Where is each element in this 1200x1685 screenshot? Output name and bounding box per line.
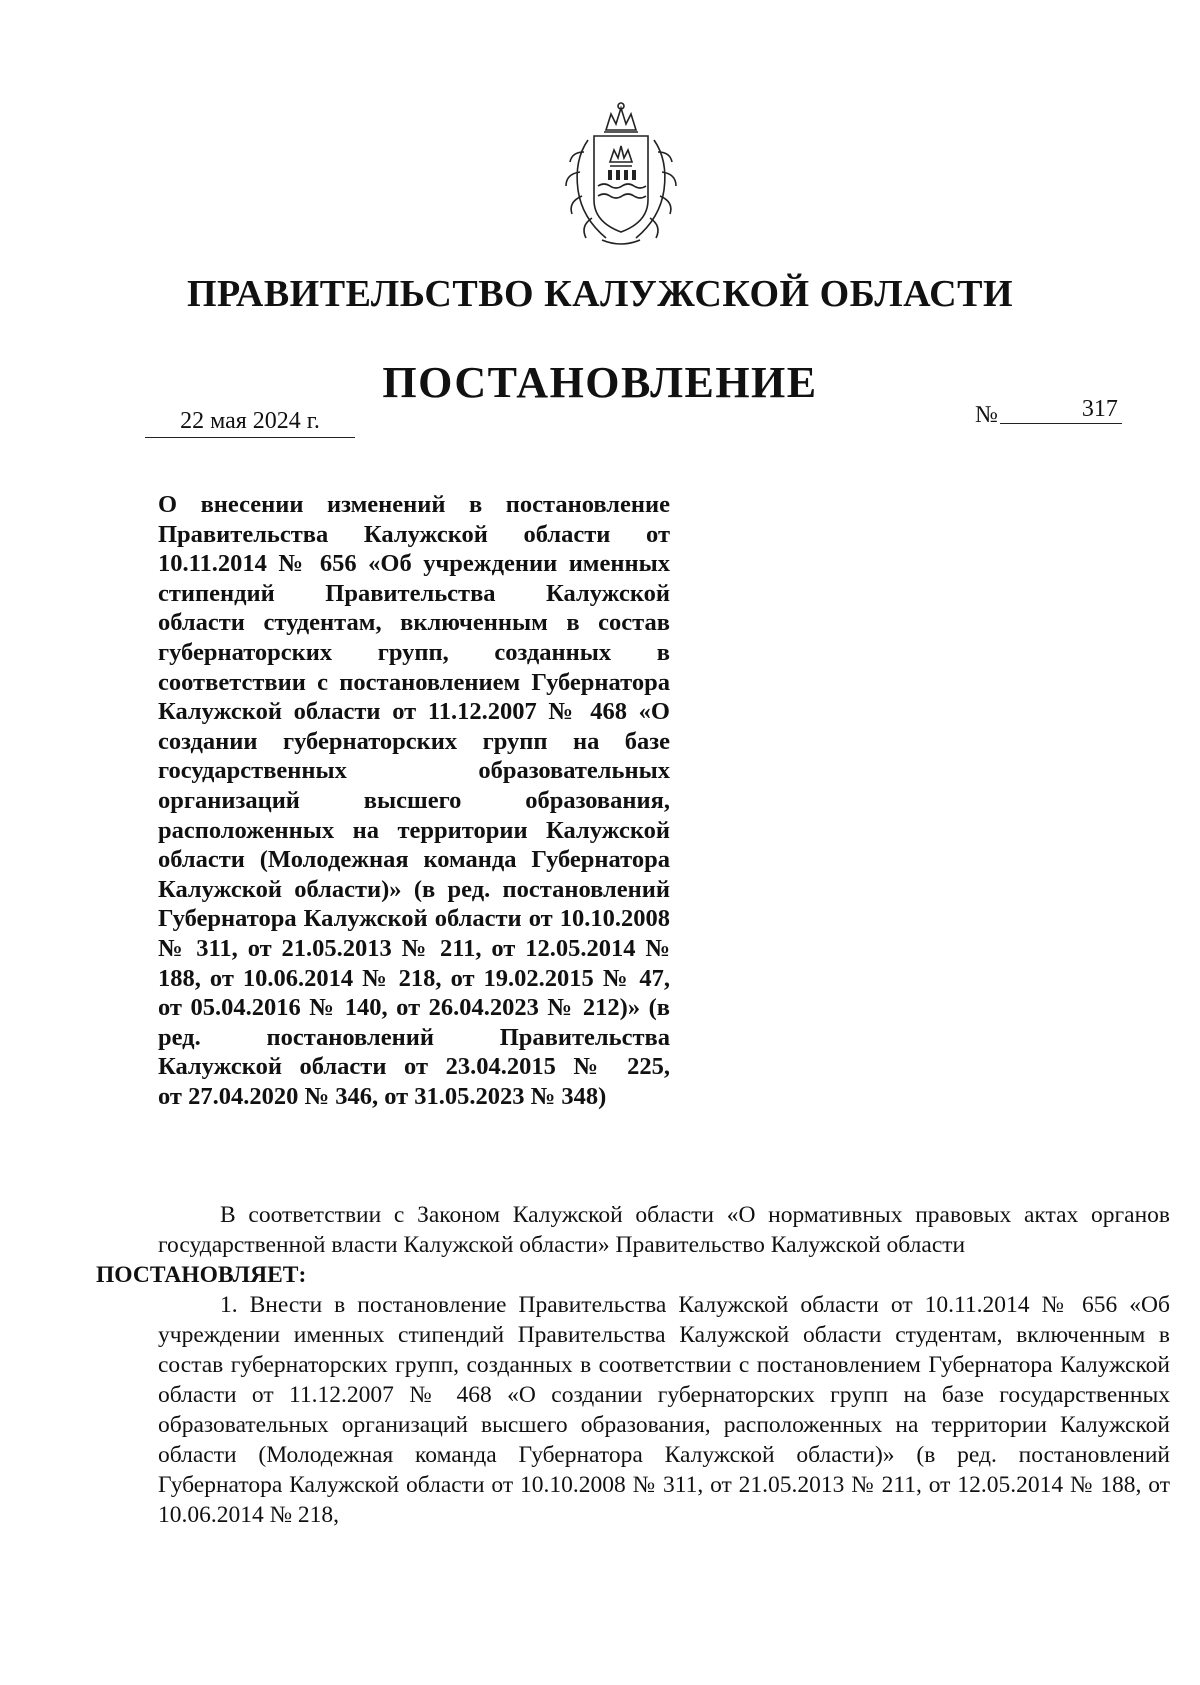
organization-title: ПРАВИТЕЛЬСТВО КАЛУЖСКОЙ ОБЛАСТИ bbox=[186, 273, 1014, 315]
document-date: 22 мая 2024 г. bbox=[145, 408, 355, 438]
number-value: 317 bbox=[1000, 396, 1122, 424]
document-body bbox=[96, 1200, 1170, 1530]
subject-text: О внесении изменений в постановление Правительства Калужской области от 10.11.2014 № 656 «Об учреждении именных стипендий Правительства Калужской области студентам, включенным в состав губернаторских групп, созданных в соответствии с постановлением Губернатора Калужской области от 11.12.2007 № 468 «О создании губернаторских групп на базе государственных образовательных организаций высшего образования, расположенных на территории Калужской области (Молодежная команда Губернатора Калужской области)» (в ред. постановлений Губернатора Калужской области от 10.10.2008 № 311, от 21.05.2013 № 211, от 12.05.2014 № 188, от 10.06.2014 № 218, от 19.02.2015 № 47, от 05.04.2016 № 140, от 26.04.2023 № 212)» (в ред. постановлений Правительства Калужской области от 23.04.2015 № 225, bbox=[158, 491, 670, 1081]
document-number bbox=[975, 396, 1122, 430]
subject-last-line: от 27.04.2020 № 346, от 31.05.2023 № 348) bbox=[158, 1082, 607, 1110]
preamble-text: В соответствии с Законом Калужской области «О нормативных правовых актах органов государственной власти Калужской области» Правительство Калужской области bbox=[158, 1202, 1170, 1258]
document-type: ПОСТАНОВЛЕНИЕ bbox=[382, 358, 818, 407]
coat-of-arms-icon bbox=[556, 100, 686, 250]
decree-word: ПОСТАНОВЛЯЕТ: bbox=[96, 1262, 307, 1288]
number-label: № bbox=[975, 402, 998, 428]
document-subject bbox=[158, 490, 670, 1111]
preamble-paragraph bbox=[96, 1200, 1170, 1290]
item-1-paragraph: 1. Внести в постановление Правительства Калужской области от 10.11.2014 № 656 «Об учреждении именных стипендий Правительства Калужской области студентам, включенным в состав губернаторских групп, созданных в соответствии с постановлением Губернатора Калужской области от 11.12.2007 № 468 «О создании губернаторских групп на базе государственных образовательных организаций высшего образования, расположенных на территории Калужской области (Молодежная команда Губернатора Калужской области)» (в ред. постановлений Губернатора Калужской области от 10.10.2008 № 311, от 21.05.2013 № 211, от 12.05.2014 № 188, от 10.06.2014 № 218, bbox=[158, 1292, 1170, 1528]
